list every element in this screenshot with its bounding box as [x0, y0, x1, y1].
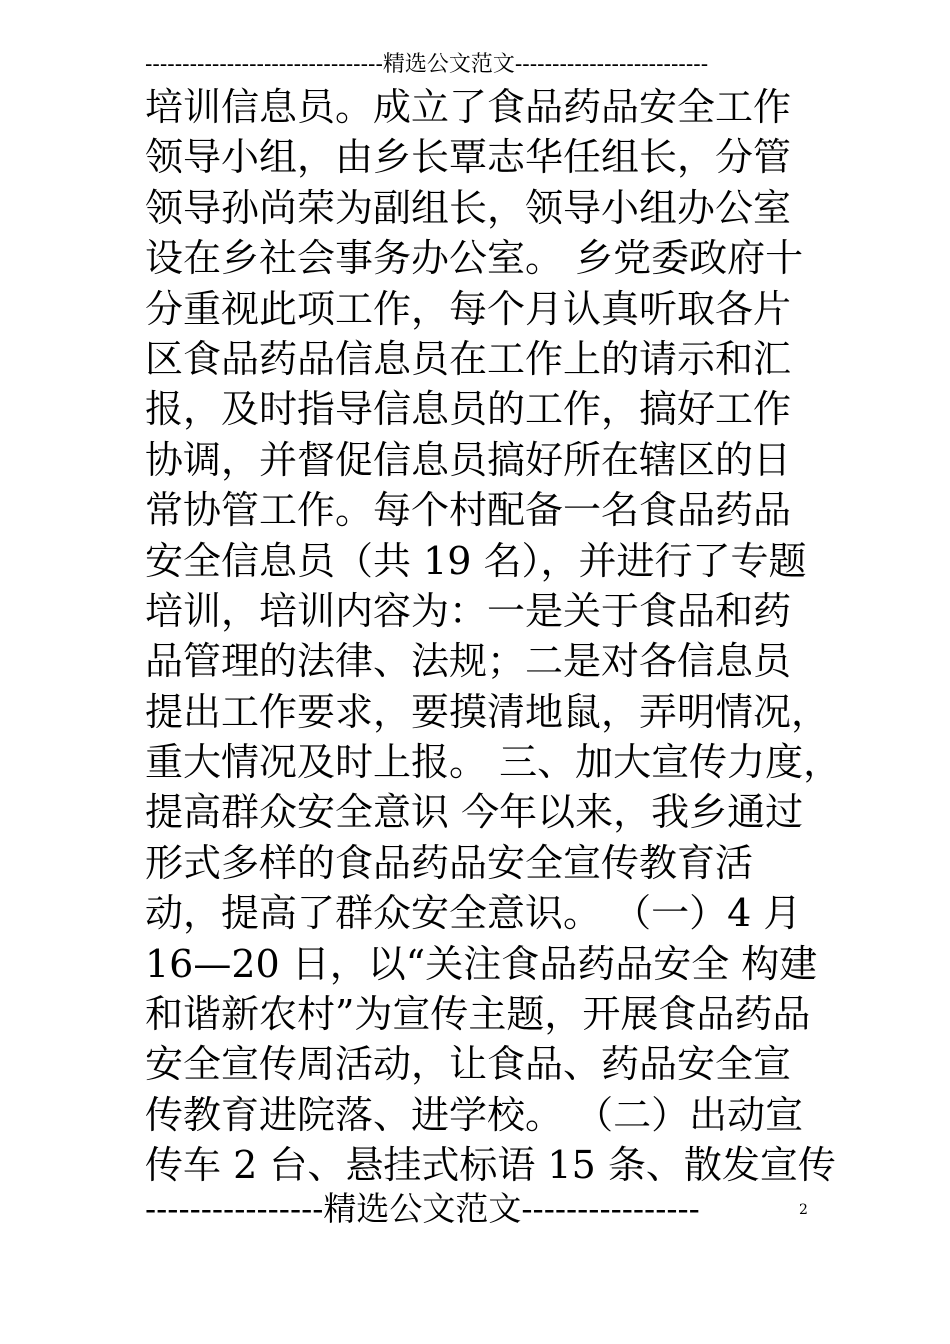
text-line: 重大情况及时上报。 三、加大宣传力度， — [145, 740, 842, 785]
text-line: 传教育进院落、进学校。 （二）出动宣 — [145, 1092, 804, 1137]
page-footer: ----------------精选公文范文---------------- — [145, 1189, 700, 1228]
text-line: 传车 2 台、悬挂式标语 15 条、散发宣传 — [145, 1143, 836, 1188]
text-line: 提高群众安全意识 今年以来，我乡通过 — [145, 790, 804, 835]
text-line: 培训信息员。成立了食品药品安全工作 — [145, 85, 792, 129]
text-line: 形式多样的食品药品安全宣传教育活 — [145, 840, 754, 885]
text-line: 培训，培训内容为：一是关于食品和药 — [145, 588, 792, 633]
text-line: 安全信息员（共 19 名），并进行了专题 — [145, 538, 807, 583]
text-line: 分重视此项工作，每个月认真听取各片 — [145, 286, 792, 331]
text-line: 常协管工作。每个村配备一名食品药品 — [145, 488, 792, 533]
text-line: 区食品药品信息员在工作上的请示和汇 — [145, 336, 792, 381]
page-number: 2 — [799, 1202, 808, 1218]
text-line: 设在乡社会事务办公室。 乡党委政府十 — [145, 236, 804, 281]
text-line: 提出工作要求，要摸清地鼠，弄明情况， — [145, 689, 830, 734]
page-header: --------------------------------精选公文范文-------------------------- — [145, 52, 709, 77]
text-line: 动，提高了群众安全意识。 （一）4 月 — [145, 891, 802, 936]
text-line: 和谐新农村”为宣传主题，开展食品药品 — [145, 992, 811, 1037]
text-line: 领导孙尚荣为副组长，领导小组办公室 — [145, 185, 792, 230]
text-line: 安全宣传周活动，让食品、药品安全宣 — [145, 1042, 792, 1087]
text-line: 16—20 日，以“关注食品药品安全 构建 — [145, 941, 818, 986]
text-line: 领导小组，由乡长覃志华任组长，分管 — [145, 135, 792, 180]
text-line: 协调，并督促信息员搞好所在辖区的日 — [145, 437, 792, 482]
text-line: 报，及时指导信息员的工作，搞好工作 — [145, 387, 792, 432]
body-text — [145, 82, 842, 1191]
text-line: 品管理的法律、法规；二是对各信息员 — [145, 639, 792, 684]
